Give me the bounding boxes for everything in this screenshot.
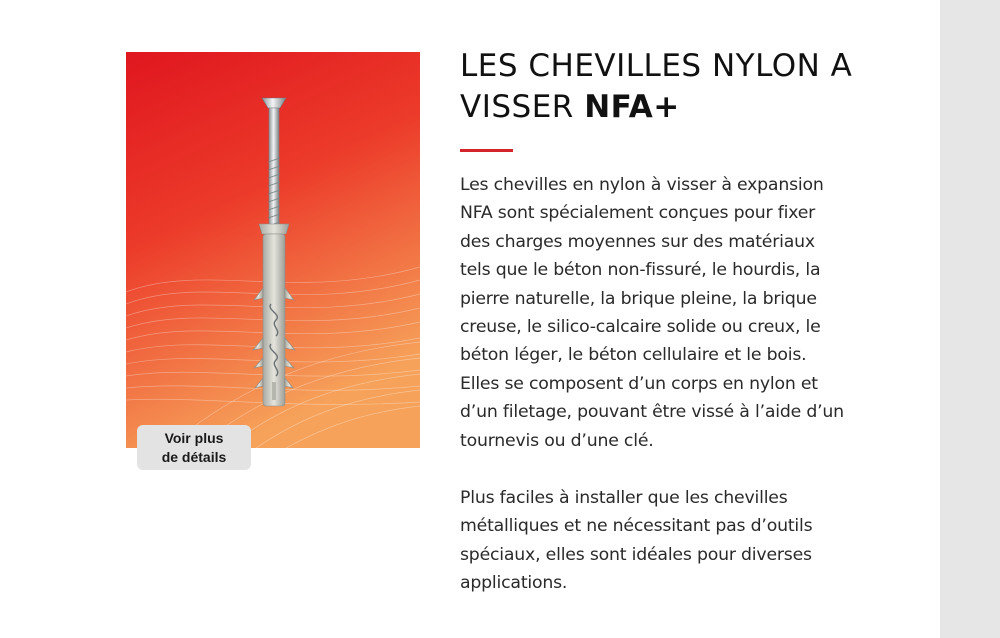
details-button-label-line1: Voir plus	[164, 430, 224, 446]
title-line2-prefix: VISSER	[460, 89, 585, 125]
details-button[interactable]	[137, 425, 251, 470]
title-line1: LES CHEVILLES NYLON A	[460, 48, 853, 84]
paragraph-line: spéciaux, elles sont idéales pour diverses	[460, 544, 812, 565]
description-paragraph-1	[460, 171, 900, 455]
paragraph-line: métalliques et ne nécessitant pas d’outils	[460, 516, 813, 537]
title-product-name: NFA+	[584, 89, 680, 125]
paragraph-line: béton léger, le béton cellulaire et le bois.	[460, 345, 807, 366]
title-divider	[460, 149, 513, 152]
paragraph-line: NFA sont spécialement conçues pour fixer	[460, 203, 816, 224]
paragraph-line: des charges moyennes sur des matériaux	[460, 231, 815, 252]
paragraph-line: Elles se composent d’un corps en nylon et	[460, 373, 818, 394]
paragraph-line: pierre naturelle, la brique pleine, la brique	[460, 288, 817, 309]
description-paragraph-2	[460, 484, 900, 598]
paragraph-line: tournevis ou d’une clé.	[460, 430, 654, 451]
paragraph-line: Plus faciles à installer que les chevilles	[460, 488, 788, 508]
paragraph-line: d’un filetage, pouvant être vissé à l’aide d’un	[460, 402, 844, 423]
paragraph-line: creuse, le silico-calcaire solide ou creux, le	[460, 317, 821, 338]
paragraph-line: applications.	[460, 573, 568, 594]
right-rail	[940, 0, 1000, 638]
nylon-anchor-screw-illustration	[126, 52, 420, 448]
product-image[interactable]	[126, 52, 420, 448]
details-button-label-line2: de détails	[161, 449, 227, 465]
paragraph-line: Les chevilles en nylon à visser à expansion	[460, 175, 824, 195]
page-title	[460, 46, 930, 128]
paragraph-line: tels que le béton non-fissuré, le hourdis, la	[460, 260, 821, 281]
